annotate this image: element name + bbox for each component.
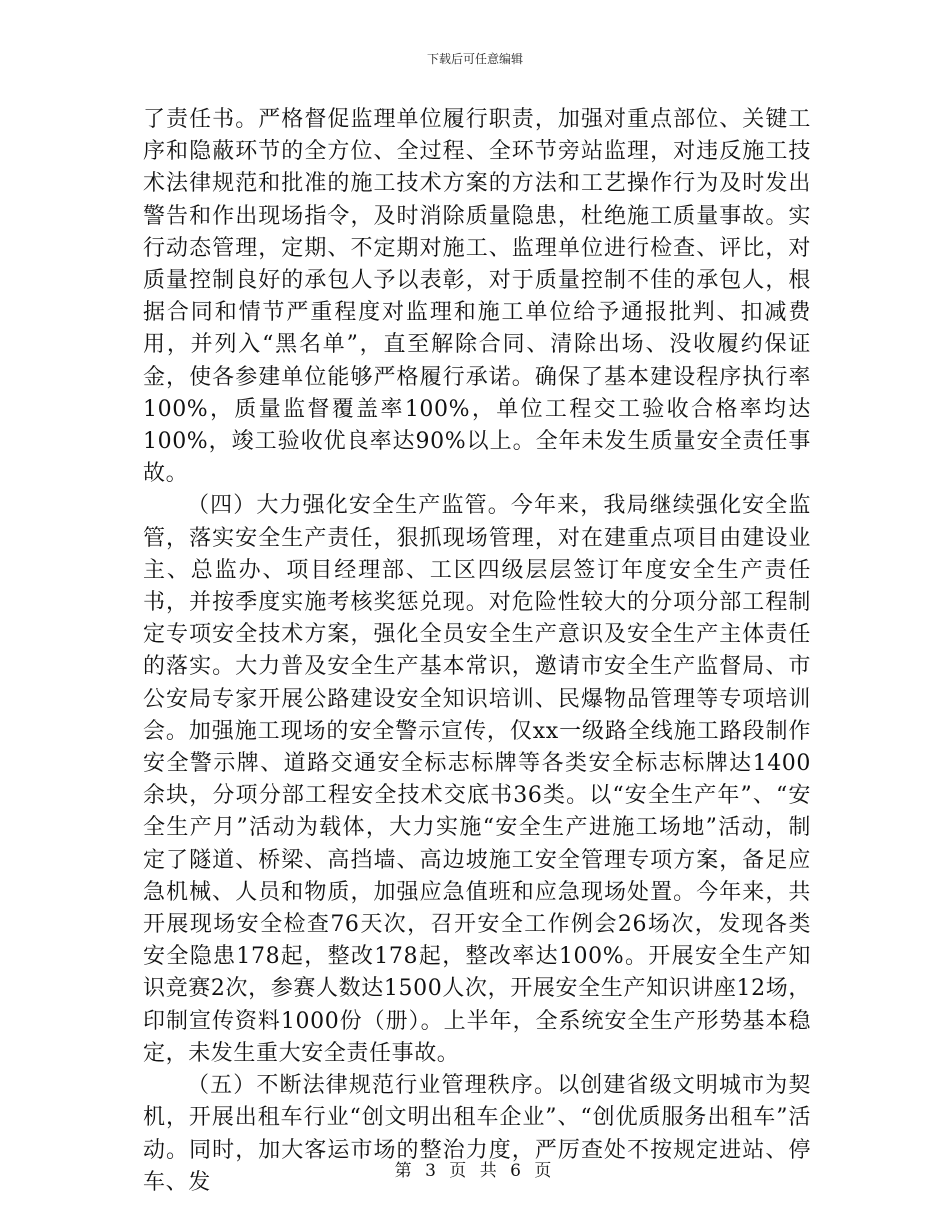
paragraph-safety-supervision: （四）大力强化安全生产监管。今年来，我局继续强化安全监管，落实安全生产责任，狠抓现场管理，对在建重点项目由建设业主、总监办、项目经理部、工区四级层层签订年度安全生产责任书，并按季度实施考核奖惩兑现。对危险性较大的分项分部工程制定专项安全技术方案，强化全员安全生产意识及安全生产主体责任的落实。大力普及安全生产基本常识，邀请市安全生产监督局、市公安局专家开展公路建设安全知识培训、民爆物品管理等专项培训会。加强施工现场的安全警示宣传，仅xx一级路全线施工路段制作安全警示牌、道路交通安全标志标牌等各类安全标志标牌达1400余块，分项分部工程安全技术交底书36类。以“安全生产年”、“安全生产月”活动为载体，大力实施“安全生产进施工场地”活动，制定了隧道、桥梁、高挡墙、高边坡施工安全管理专项方案，备足应急机械、人员和物质，加强应急值班和应急现场处置。今年来，共开展现场安全检查76天次，召开安全工作例会26场次，发现各类安全隐患178起，整改178起，整改率达100%。开展安全生产知识竞赛2次，参赛人数达1500人次，开展安全生产知识讲座12场，印制宣传资料1000份（册）。上半年，全系统安全生产形势基本稳定，未发生重大安全责任事故。 xyxy=(143,493,811,1066)
page-header: 下载后可任意编辑 xyxy=(426,52,523,66)
document-body xyxy=(143,104,811,1199)
page-footer: 第 3 页 共 6 页 xyxy=(394,1161,556,1181)
paragraph-quality-continued: 了责任书。严格督促监理单位履行职责，加强对重点部位、关键工序和隐蔽环节的全方位、全过程、全环节旁站监理，对违反施工技术法律规范和批准的施工技术方案的方法和工艺操作行为及时发出警告和作出现场指令，及时消除质量隐患，杜绝施工质量事故。实行动态管理，定期、不定期对施工、监理单位进行检查、评比，对质量控制良好的承包人予以表彰，对于质量控制不佳的承包人，根据合同和情节严重程度对监理和施工单位给予通报批判、扣减费用，并列入“黑名单”，直至解除合同、清除出场、没收履约保证金，使各参建单位能够严格履行承诺。确保了基本建设程序执行率100%，质量监督覆盖率100%，单位工程交工验收合格率均达100%，竣工验收优良率达90%以上。全年未发生质量安全责任事故。 xyxy=(143,107,811,487)
paragraph-industry-management: （五）不断法律规范行业管理秩序。以创建省级文明城市为契机，开展出租车行业“创文明出租车企业”、“创优质服务出租车”活动。同时，加大客运市场的整治力度，严厉查处不按规定进站、停车、发 xyxy=(143,1073,811,1195)
